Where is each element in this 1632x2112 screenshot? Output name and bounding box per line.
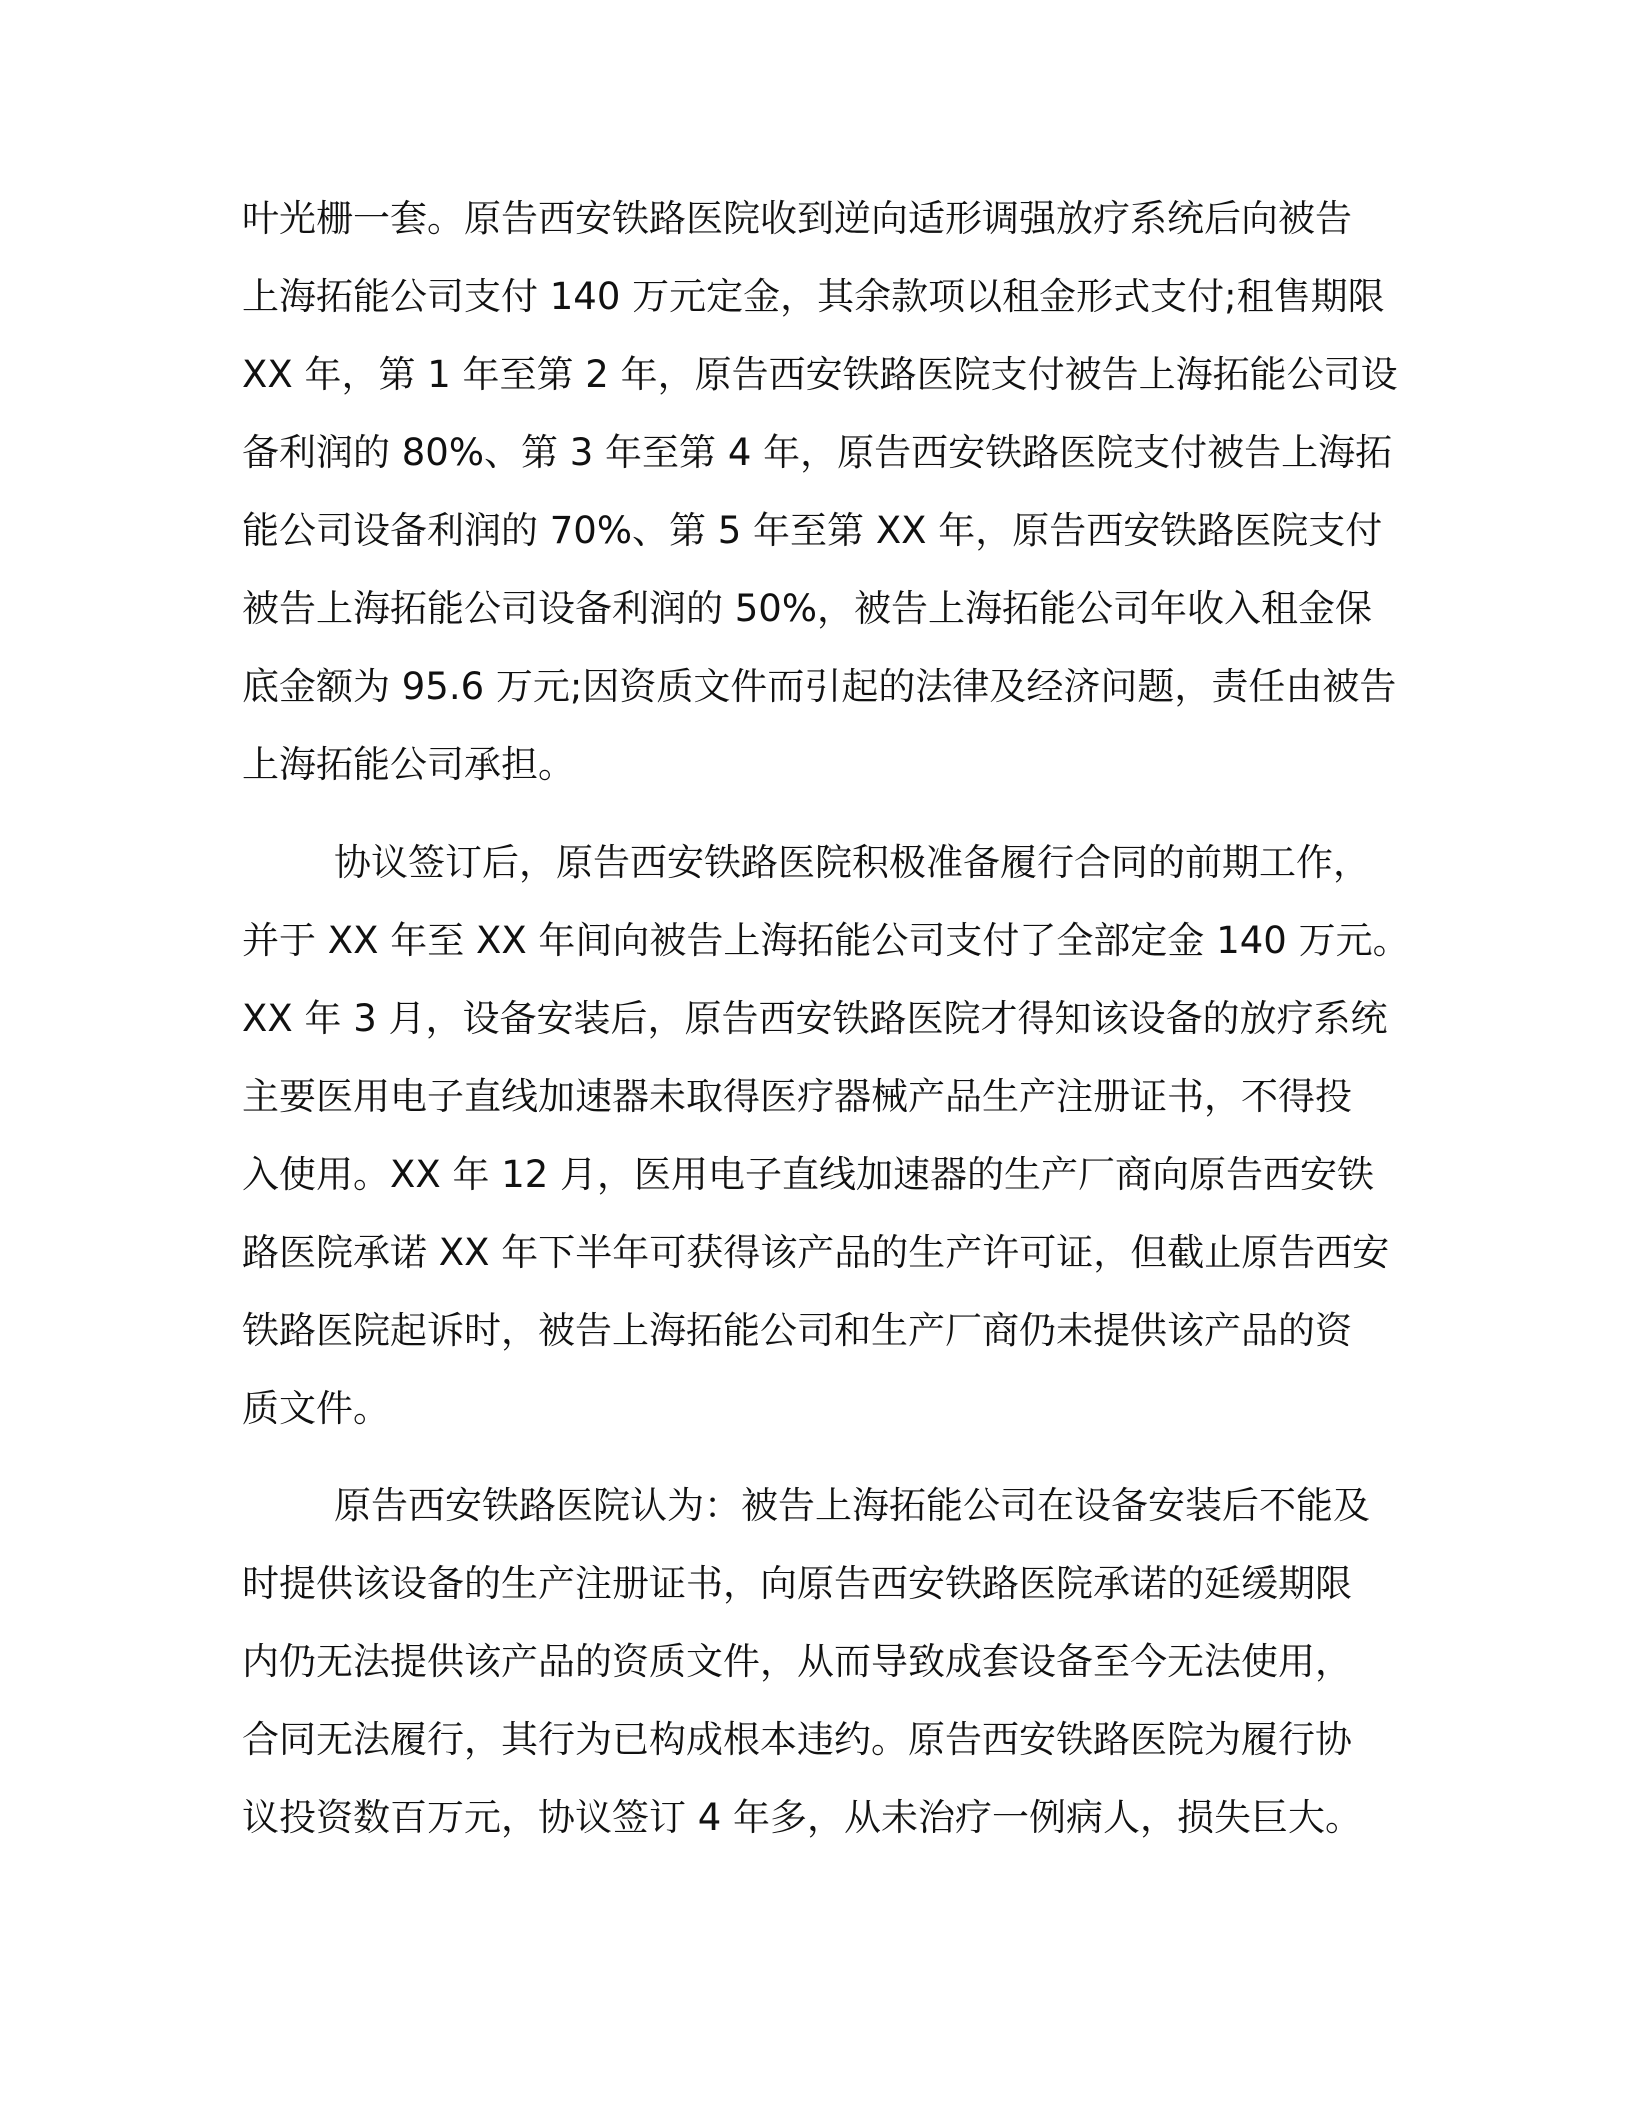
- paragraph-line: 时提供该设备的生产注册证书，向原告西安铁路医院承诺的延缓期限: [242, 1562, 1352, 1605]
- paragraph-line: 并于 XX 年至 XX 年间向被告上海拓能公司支付了全部定金 140 万元。: [242, 919, 1410, 962]
- paragraph-line: 底金额为 95.6 万元;因资质文件而引起的法律及经济问题，责任由被告: [242, 665, 1397, 708]
- paragraph-line: 原告西安铁路医院认为：被告上海拓能公司在设备安装后不能及: [334, 1484, 1370, 1527]
- paragraph-line: 质文件。: [242, 1387, 390, 1430]
- paragraph-line: 备利润的 80%、第 3 年至第 4 年，原告西安铁路医院支付被告上海拓: [242, 431, 1393, 474]
- paragraph-line: 主要医用电子直线加速器未取得医疗器械产品生产注册证书，不得投: [242, 1075, 1352, 1118]
- paragraph-line: 协议签订后，原告西安铁路医院积极准备履行合同的前期工作，: [334, 841, 1370, 884]
- paragraph-line: XX 年 3 月，设备安装后，原告西安铁路医院才得知该设备的放疗系统: [242, 997, 1388, 1040]
- paragraph-line: 路医院承诺 XX 年下半年可获得该产品的生产许可证，但截止原告西安: [242, 1231, 1390, 1274]
- paragraph-line: 被告上海拓能公司设备利润的 50%，被告上海拓能公司年收入租金保: [242, 587, 1372, 630]
- paragraph-3: [242, 1467, 1402, 1857]
- paragraph-line: 叶光栅一套。原告西安铁路医院收到逆向适形调强放疗系统后向被告: [242, 197, 1352, 240]
- paragraph-line: 入使用。XX 年 12 月，医用电子直线加速器的生产厂商向原告西安铁: [242, 1153, 1375, 1196]
- paragraph-line: 上海拓能公司承担。: [242, 743, 575, 786]
- paragraph-2: [242, 824, 1410, 1448]
- paragraph-line: 上海拓能公司支付 140 万元定金，其余款项以租金形式支付;租售期限: [242, 275, 1385, 318]
- paragraph-line: 内仍无法提供该产品的资质文件，从而导致成套设备至今无法使用，: [242, 1640, 1352, 1683]
- paragraph-line: 铁路医院起诉时，被告上海拓能公司和生产厂商仍未提供该产品的资: [242, 1309, 1352, 1352]
- paragraph-line: 议投资数百万元，协议签订 4 年多，从未治疗一例病人，损失巨大。: [242, 1796, 1363, 1839]
- paragraph-line: XX 年，第 1 年至第 2 年，原告西安铁路医院支付被告上海拓能公司设: [242, 353, 1398, 396]
- paragraph-line: 能公司设备利润的 70%、第 5 年至第 XX 年，原告西安铁路医院支付: [242, 509, 1383, 552]
- paragraph-1: [242, 180, 1402, 804]
- paragraph-line: 合同无法履行，其行为已构成根本违约。原告西安铁路医院为履行协: [242, 1718, 1352, 1761]
